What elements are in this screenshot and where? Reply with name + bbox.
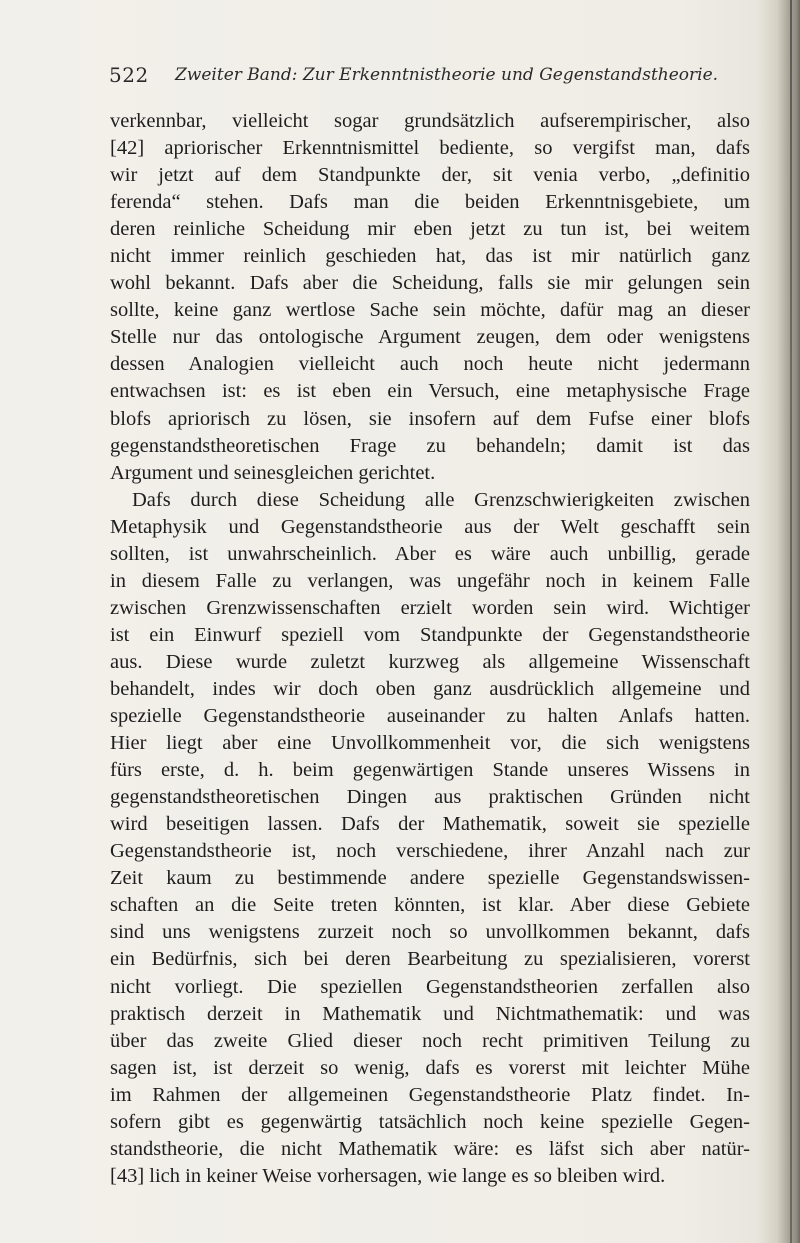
text-line: wir jetzt auf dem Standpunkte der, sit venia verbo, „definitio [110,164,750,187]
text-line: entwachsen ist: es ist eben ein Versuch, eine metaphysische Frage [110,380,750,403]
text-line: deren reinliche Scheidung mir eben jetzt zu tun ist, bei weitem [110,218,750,241]
text-line: in diesem Falle zu verlangen, was ungefähr noch in keinem Falle [110,569,750,592]
text-line: [43] lich in keiner Weise vorhersagen, wie lange es so bleiben wird. [110,1164,666,1187]
text-line: standstheorie, die nicht Mathematik wäre: es läfst sich aber natür- [110,1137,750,1160]
text-line: Stelle nur das ontologische Argument zeugen, dem oder wenigstens [110,326,750,349]
text-line: aus. Diese wurde zuletzt kurzweg als allgemeine Wissenschaft [110,650,750,673]
text-line: gegenstandstheoretischen Frage zu behandeln; damit ist das [110,434,750,457]
text-line: ferenda“ stehen. Dafs man die beiden Erkenntnisgebiete, um [110,191,750,214]
text-line: Hier liegt aber eine Unvollkommenheit vor, die sich wenigstens [110,732,750,755]
page-number: 522 [109,63,149,87]
page-edge-shadow [758,0,800,1243]
text-line: gegenstandstheoretischen Dingen aus praktischen Gründen nicht [110,786,750,809]
text-line: ein Bedürfnis, sich bei deren Bearbeitung zu spezialisieren, vorerst [110,948,750,971]
text-line: schaften an die Seite treten könnten, ist klar. Aber diese Gebiete [110,894,750,917]
text-line: über das zweite Glied dieser noch recht primitiven Teilung zu [110,1029,750,1052]
text-line: im Rahmen der allgemeinen Gegenstandstheorie Platz findet. In- [110,1083,750,1106]
body-text [110,108,750,1190]
text-line: behandelt, indes wir doch oben ganz ausdrücklich allgemeine und [110,677,750,700]
text-line: [42] apriorischer Erkenntnismittel bediente, so vergifst man, dafs [110,137,750,160]
running-head [109,63,749,93]
page-binding-edge [790,0,792,1243]
text-line: sollte, keine ganz wertlose Sache sein möchte, dafür mag an dieser [110,299,750,322]
text-line: sind uns wenigstens zurzeit noch so unvollkommen bekannt, dafs [110,921,750,944]
text-line: fürs erste, d. h. beim gegenwärtigen Stande unseres Wissens in [110,759,750,782]
text-line: dessen Analogien vielleicht auch noch heute nicht jedermann [110,353,750,376]
text-line: zwischen Grenzwissenschaften erzielt worden sein wird. Wichtiger [110,596,750,619]
text-line: Gegenstandstheorie ist, noch verschiedene, ihrer Anzahl nach zur [110,840,750,863]
text-line: nicht vorliegt. Die speziellen Gegenstandstheorien zerfallen also [110,975,750,998]
text-line: ist ein Einwurf speziell vom Standpunkte der Gegenstandstheorie [110,623,750,646]
text-line: Dafs durch diese Scheidung alle Grenzschwierigkeiten zwischen [132,488,750,511]
text-line: Metaphysik und Gegenstandstheorie aus der Welt geschafft sein [110,515,750,538]
text-line: sollten, ist unwahrscheinlich. Aber es wäre auch unbillig, gerade [110,542,750,565]
text-line: praktisch derzeit in Mathematik und Nichtmathematik: und was [110,1002,750,1025]
text-line: wird beseitigen lassen. Dafs der Mathematik, soweit sie spezielle [110,813,750,836]
text-line: verkennbar, vielleicht sogar grundsätzlich aufserempirischer, also [110,110,750,132]
text-line: spezielle Gegenstandstheorie auseinander zu halten Anlafs hatten. [110,705,750,728]
running-title: Zweiter Band: Zur Erkenntnistheorie und Gegenstandstheorie. [175,65,719,85]
text-line: Zeit kaum zu bestimmende andere spezielle Gegenstandswissen- [110,867,750,890]
text-line: nicht immer reinlich geschieden hat, das ist mir natürlich ganz [110,245,750,268]
text-line: sofern gibt es gegenwärtig tatsächlich noch keine spezielle Gegen- [110,1110,750,1133]
text-line: blofs apriorisch zu lösen, sie insofern auf dem Fufse einer blofs [110,407,750,430]
text-line: sagen ist, ist derzeit so wenig, dafs es vorerst mit leichter Mühe [110,1056,750,1079]
text-line: wohl bekannt. Dafs aber die Scheidung, falls sie mir gelungen sein [110,272,750,295]
text-line: Argument und seinesgleichen gerichtet. [110,461,436,484]
